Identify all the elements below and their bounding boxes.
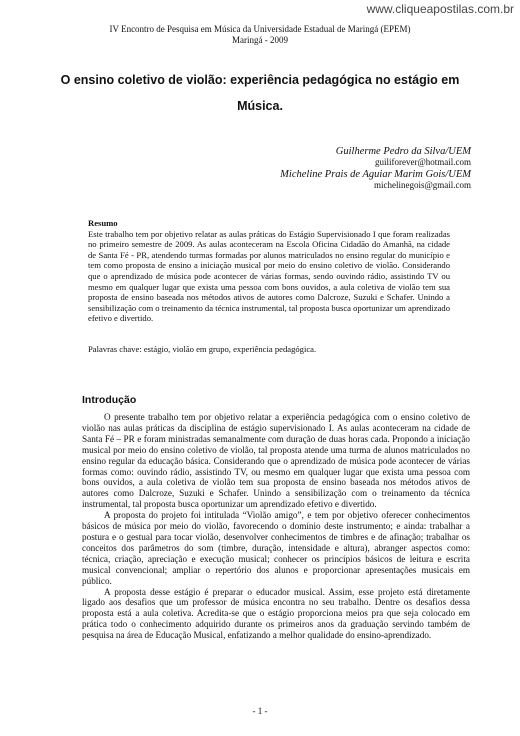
keywords: Palavras chave: estágio, violão em grupo, experiência pedagógica.	[88, 344, 317, 354]
paper-title: O ensino coletivo de violão: experiência pedagógica no estágio em Música.	[60, 73, 460, 113]
page-number: - 1 -	[252, 706, 268, 716]
author-name: Micheline Prais de Aguiar Marim Gois/UEM	[280, 168, 471, 180]
body-paragraph: O presente trabalho tem por objetivo relatar a experiência pedagógica com o ensino coletivo de violão nas aulas práticas da disciplina de estágio supervisionado I. As aulas aconteceram na cidade de Santa Fé – PR e foram ministradas semanalmente com duração de duas horas cada. Propondo a iniciação musical por meio do ensino coletivo de violão, tal proposta atende uma turma de alunos matriculados no ensino regular da educação básica. Considerando que o aprendizado de música pode acontecer de várias formas como: ouvindo rádio, assistindo TV, ou mesmo em qualquer lugar que exista uma pessoa com bons ouvidos, a aula coletiva de violão tem sua proposta de ensino baseada nos métodos ativos de autores como Dalcroze, Suzuki e Schafer. Unindo a sensibilização com o treinamento da técnica instrumental, tal proposta busca oportunizar um aprendizado efetivo e divertido.	[82, 412, 470, 510]
author-name: Guilherme Pedro da Silva/UEM	[335, 146, 471, 157]
introduction-body	[82, 412, 470, 641]
abstract-heading: Resumo	[88, 218, 118, 228]
body-paragraph: A proposta do projeto foi intitulada “Violão amigo”, e tem por objetivo oferecer conhecimentos básicos de música por meio do violão, favorecendo o domínio deste instrumento; e ainda: trabalhar a postura e o gestual para tocar violão, desenvolver conhecimentos de timbres e de afinação; trabalhar os conceitos dos parâmetros do som (timbre, duração, intensidade e altura), abranger aspectos como: técnica, criação, apreciação e execução musical; conhecer os princípios básicos de leitura e escrita musical convencional; ampliar o repertório dos alunos e proporcionar apresentações musicais em público.	[82, 510, 470, 586]
author-email: michelinegois@gmail.com	[373, 180, 471, 191]
conference-header	[0, 24, 520, 46]
author-block	[280, 146, 471, 192]
conference-name: IV Encontro de Pesquisa em Música da Universidade Estadual de Maringá (EPEM)	[109, 24, 411, 34]
abstract-section	[88, 218, 450, 324]
abstract-body: Este trabalho tem por objetivo relatar as aulas práticas do Estágio Supervisionado I que foram realizadas no primeiro semestre de 2009. As aulas aconteceram na Escola Oficina Cidadão do Amanhã, na cidade de Santa Fé - PR, atendendo turmas formadas por alunos matriculados no ensino regular do município e tem como proposta de ensino a iniciação musical por meio do ensino coletivo de violão. Considerando que o aprendizado de música pode acontecer de várias formas, sendo ouvindo rádio, assistindo TV ou mesmo em qualquer lugar que exista uma pessoa com bons ouvidos, a aula coletiva de violão tem sua proposta de ensino baseada nos métodos ativos de autores como Dalcroze, Suzuki e Schafer. Unindo a sensibilização com o treinamento da técnica instrumental, tal proposta busca oportunizar um aprendizado efetivo e divertido.	[88, 228, 451, 324]
body-paragraph: A proposta desse estágio é preparar o educador musical. Assim, esse projeto está diretamente ligado aos desafios que um professor de música encontra no seu trabalho. Dentre os desafios dessa proposta está a aula coletiva. Acredita-se que o estágio proporciona meios pra que seja colocado em prática todo o conhecimento adquirido durante os primeiros anos da graduação servindo também de pesquisa na área de Educação Musical, enfatizando a melhor qualidade do ensino-aprendizado.	[82, 586, 470, 641]
site-watermark: www.cliqueapostilas.com.br	[366, 2, 514, 16]
author-email: guiliforever@hotmail.com	[374, 157, 471, 168]
section-heading-introduction: Introdução	[82, 394, 137, 406]
conference-location-year: Maringá - 2009	[232, 35, 288, 45]
